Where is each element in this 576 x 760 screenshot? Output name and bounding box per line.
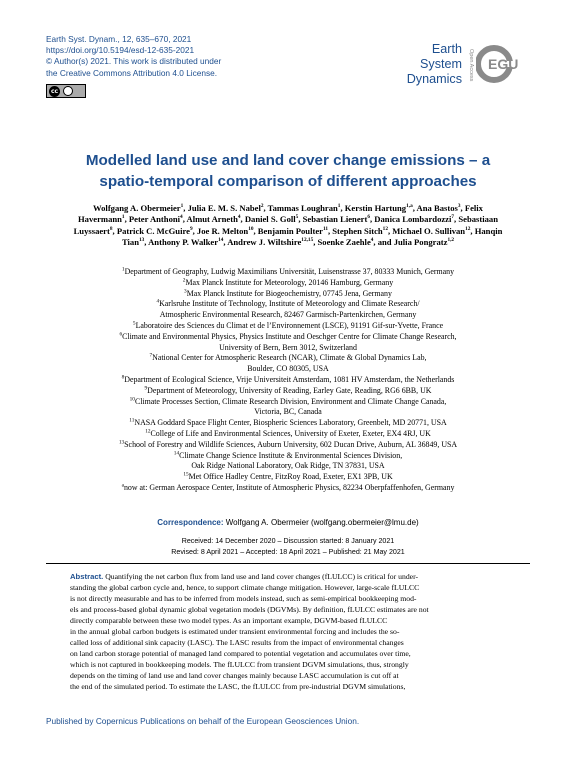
cc-icon: cc [50, 87, 59, 95]
correspondence [46, 518, 530, 527]
abstract-line: in the annual global carbon budgets is estimated under transient environmental forcing and includes the so- [70, 627, 400, 636]
correspondence-label: Correspondence: [157, 518, 224, 527]
affiliation-line: $^9$Department of Meteorology, University of Reading, Earley Gate, Reading, RG6 6BB, UK [144, 385, 432, 395]
egu-logo-icon [476, 42, 526, 86]
affiliation-line: Atmospheric Environmental Research, 82467 Garmisch-Partenkirchen, Germany [159, 310, 417, 320]
affiliation-line: $^5$Laboratoire des Sciences du Climat et de l’Environnement (LSCE), 91191 Gif-sur-Yvette, France [132, 320, 444, 330]
affiliation-line: $^a$now at: German Aerospace Center, Institute of Atmospheric Physics, 82234 Oberpfaffenhofen, Germany [121, 482, 455, 492]
attribution-icon [63, 86, 73, 96]
journal-name: Earth System Dynamics [406, 42, 462, 86]
affiliation-line: Boulder, CO 80305, USA [247, 364, 329, 374]
abstract-line: directly comparable between these two model types. As an important example, DGVM-based fLULCC [70, 616, 388, 625]
abstract-line: which is not captured in bookkeeping models. The fLULCC from transient DGVM simulations, thus, strongly [70, 660, 409, 669]
affiliation-line: $^{15}$Met Office Hadley Centre, FitzRoy Road, Exeter, EX1 3PB, UK [183, 471, 393, 482]
abstract-line: depends on the timing of land use and land cover changes mainly because LASC accumulation is cut off at [70, 671, 399, 680]
affiliation-line: $^2$Max Planck Institute for Meteorology, 20146 Hamburg, Germany [182, 277, 394, 287]
affiliation-line: Victoria, BC, Canada [254, 407, 322, 417]
publisher-footer: Published by Copernicus Publications on behalf of the European Geosciences Union. [46, 716, 360, 726]
affiliation-line: $^7$National Center for Atmospheric Research (NCAR), Climate & Global Dynamics Lab, [149, 352, 427, 363]
abstract-line: called loss of additional sink capacity (LASC). The LASC results from the impact of environmental changes [70, 638, 404, 647]
doi-link[interactable]: https://doi.org/10.5194/esd-12-635-2021 [46, 45, 195, 56]
abstract-line: on land carbon storage potential of managed land compared to potential vegetation and accumulates over time, [70, 649, 411, 658]
abstract-line: standing the global carbon cycle and, hence, to support climate change mitigation. However, large-scale fLULCC [70, 583, 420, 592]
abstract-line: Abstract. Quantifying the net carbon flux from land use and land cover changes (fLULCC) is critical for under- [70, 572, 419, 581]
abstract [70, 571, 510, 692]
cc-by-badge[interactable] [46, 84, 86, 98]
affiliation-line: $^3$Max Planck Institute for Biogeochemistry, 07745 Jena, Germany [184, 287, 392, 298]
license-text-2: the Creative Commons Attribution 4.0 License. [46, 67, 218, 78]
abstract-label: Abstract. [70, 572, 104, 581]
affiliation-line: $^1$Department of Geography, Ludwig Maximilians Universität, Luisenstrasse 37, 80333 Munich, Germany [121, 266, 455, 276]
open-access-label: Open Access [468, 48, 474, 82]
affiliation-line: Oak Ridge National Laboratory, Oak Ridge, TN 37831, USA [191, 461, 385, 471]
journal-citation: Earth Syst. Dynam., 12, 635–670, 2021 [46, 34, 192, 44]
license-text: © Author(s) 2021. This work is distributed under [46, 56, 222, 67]
affiliation-line: $^8$Department of Ecological Science, Vrije Universiteit Amsterdam, 1081 HV Amsterdam, the Netherlands [121, 374, 455, 384]
affiliation-line: $^{14}$Climate Change Science Institute & Environmental Sciences Division, [173, 449, 403, 460]
affiliation-line: $^{12}$College of Life and Environmental Sciences, University of Exeter, Exeter, EX4 4RJ, UK [145, 428, 431, 438]
affiliation-list [46, 267, 530, 494]
citation-header [46, 34, 221, 79]
divider [46, 563, 530, 564]
author-list: Wolfgang A. Obermeier$^1$, Julia E. M. S. Nabel$^2$, Tammas Loughran$^1$, Kerstin Hartung$^{1,a}$, Ana Bastos$^3$, Felix Havermann$^1$, Peter Anthoni$^4$, Almut Arneth$^4$, Daniel S. Goll$^5$, Sebastian Lienert$^6$, Danica Lombardozzi$^7$, Sebastiaan Luyssaert$^8$, Patrick C. McGuire$^9$, Joe R. Melton$^{10}$, Benjamin Poulter$^{11}$, Stephen Sitch$^{12}$, Michael O. Sullivan$^{12}$, Hanqin Tian$^{13}$, Anthony P. Walker$^{14}$, Andrew J. Wiltshire$^{12,15}$, Soenke Zaehle$^4$, and Julia Pongratz$^{1,2}$ [73, 203, 503, 248]
affiliation-line: $^4$Karlsruhe Institute of Technology, Institute of Meteorology and Climate Research/ [156, 298, 420, 309]
publication-dates: Received: 14 December 2020 – Discussion started: 8 January 2021 Revised: 8 April 2021 – Accepted: 18 April 2021 – Published: 21 May 2021 [171, 537, 405, 556]
correspondence-email[interactable]: Wolfgang A. Obermeier (wolfgang.obermeier@lmu.de) [225, 518, 419, 527]
affiliation-line: $^6$Climate and Environmental Physics, Physics Institute and Oeschger Centre for Climate Change Research, [119, 331, 457, 341]
affiliation-line: $^{13}$School of Forestry and Wildlife Sciences, Auburn University, 602 Ducan Drive, Auburn, AL 36849, USA [118, 439, 458, 449]
affiliation-line: University of Bern, Bern 3012, Switzerland [219, 342, 357, 352]
abstract-line: is not directly measurable and has to be inferred from models instead, such as semi-empirical bookkeeping mod- [70, 594, 417, 603]
abstract-line: els and process-based global dynamic global vegetation models (DGVMs). By definition, fLULCC estimates are not [70, 605, 429, 614]
egu-logo-text: EGU [488, 56, 519, 72]
affiliation-line: $^{11}$NASA Goddard Space Flight Center, Biospheric Sciences Laboratory, Greenbelt, MD 20771, USA [129, 417, 447, 428]
journal-logo [392, 40, 532, 90]
abstract-line: the end of the simulated period. To estimate the LASC, the fLULCC from pre-industrial DGVM simulations, [70, 682, 406, 691]
affiliation-line: $^{10}$Climate Processes Section, Climate Research Division, Environment and Climate Change Canada, [129, 395, 447, 406]
paper-title: Modelled land use and land cover change emissions – a spatio-temporal comparison of different approaches [85, 152, 491, 190]
